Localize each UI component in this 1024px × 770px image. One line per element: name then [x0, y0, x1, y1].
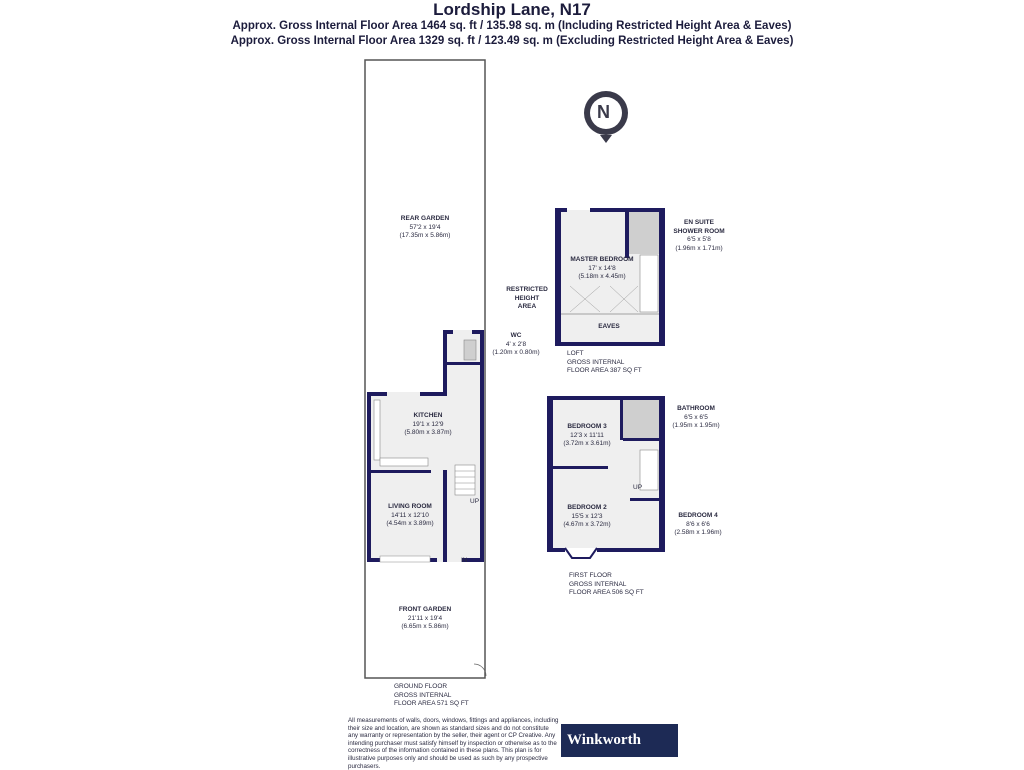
room-label-restricted-height: RESTRICTED HEIGHT AREA	[506, 286, 548, 310]
first-floor-plan	[547, 396, 665, 558]
page-title: Lordship Lane, N17	[433, 0, 591, 19]
room-label-living-room: LIVING ROOM 14'11 x 12'10 (4.54m x 3.89m)	[386, 503, 434, 527]
compass-letter: N	[597, 102, 610, 122]
stairs-up-label-first: UP	[633, 484, 643, 491]
winkworth-logo: Winkworth	[561, 724, 678, 757]
entrance-label: IN	[461, 557, 468, 564]
room-label-bedroom-3: BEDROOM 3 12'3 x 11'11 (3.72m x 3.61m)	[563, 423, 611, 447]
room-label-bathroom: BATHROOM 6'5 x 6'5 (1.95m x 1.95m)	[672, 405, 720, 429]
room-label-wc: WC 4' x 2'8 (1.20m x 0.80m)	[492, 332, 540, 356]
room-label-master-bedroom: MASTER BEDROOM 17' x 14'8 (5.18m x 4.45m)	[570, 256, 634, 280]
room-label-bedroom-2: BEDROOM 2 15'5 x 12'3 (4.67m x 3.72m)	[563, 504, 611, 528]
room-label-front-garden: FRONT GARDEN 21'11 x 19'4 (6.65m x 5.86m)	[398, 606, 452, 630]
disclaimer-text: All measurements of walls, doors, windows, fittings and appliances, including their size and location, are shown as standard sizes and do not constitute any warranty or representation by the seller, their agent or CP Creative. Any intending purchaser must satisfy himself by inspection or otherwise as to the correctness of the information contained in these plans. This plan is for illustrative purposes only and should be used as such by any prospective purchasers.	[348, 717, 559, 770]
room-label-bedroom-4: BEDROOM 4 8'6 x 6'6 (2.58m x 1.96m)	[674, 512, 722, 536]
ground-floor-area-label: GROUND FLOOR GROSS INTERNAL FLOOR AREA 571 SQ FT	[394, 683, 469, 707]
room-label-kitchen: KITCHEN 19'1 x 12'9 (5.80m x 3.87m)	[404, 412, 452, 436]
room-label-en-suite: EN SUITE SHOWER ROOM 6'5 x 5'8 (1.96m x 1.71m)	[673, 219, 725, 252]
room-label-rear-garden: REAR GARDEN 57'2 x 19'4 (17.35m x 5.86m)	[399, 215, 451, 239]
loft-area-label: LOFT GROSS INTERNAL FLOOR AREA 387 SQ FT	[567, 350, 642, 374]
first-floor-area-label: FIRST FLOOR GROSS INTERNAL FLOOR AREA 506 SQ FT	[569, 572, 644, 596]
stairs-up-label-ground: UP	[470, 498, 480, 505]
gross-area-excluding: Approx. Gross Internal Floor Area 1329 sq. ft / 123.49 sq. m (Excluding Restricted Height Area & Eaves)	[230, 35, 794, 47]
gross-area-including: Approx. Gross Internal Floor Area 1464 sq. ft / 135.98 sq. m (Including Restricted Height Area & Eaves)	[232, 20, 792, 32]
room-label-eaves: EAVES	[598, 323, 620, 330]
